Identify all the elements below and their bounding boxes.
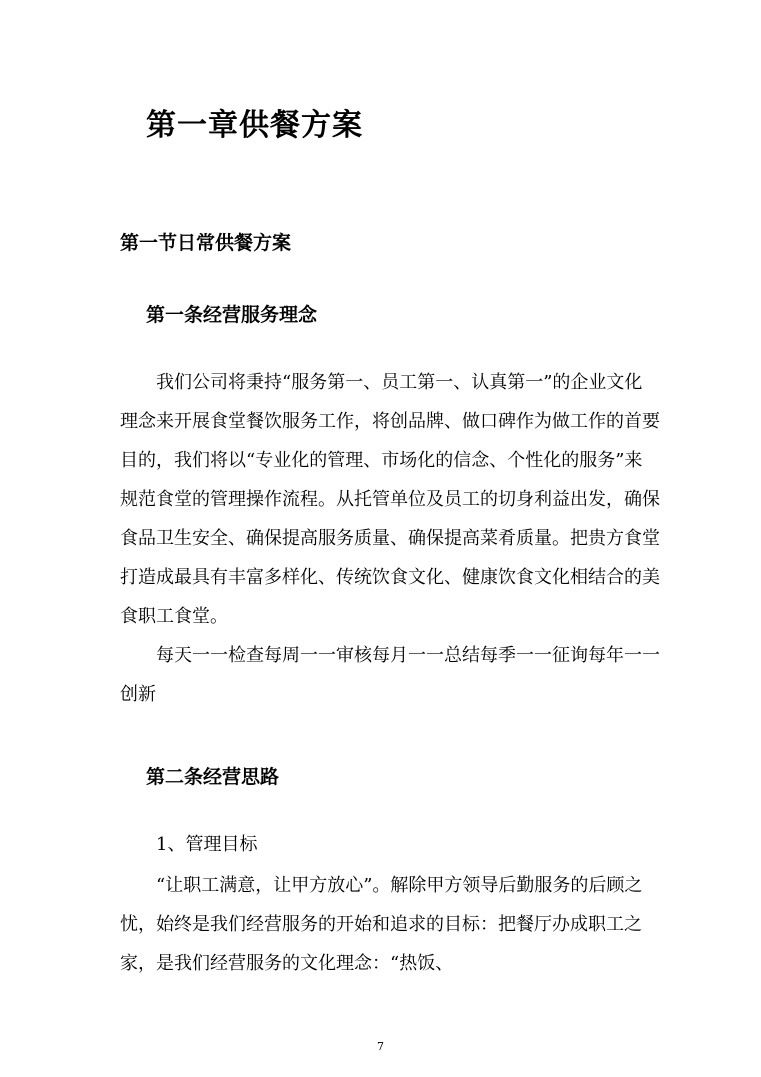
- article-1-paragraph-2: 每天一一检查每周一一审核每月一一总结每季一一征询每年一一创新: [120, 645, 660, 705]
- item-1-heading: 1、管理目标: [156, 834, 258, 855]
- article-1-body: [120, 363, 660, 714]
- page-number: 7: [377, 1040, 384, 1053]
- article-2-body: [120, 866, 660, 983]
- article-2-paragraph-1: “让职工满意，让甲方放心”。解除甲方领导后勤服务的后顾之忧，始终是我们经营服务的开始和追求的目标：把餐厅办成职工之家，是我们经营服务的文化理念：“热饭、: [120, 875, 643, 974]
- section-title: 第一节日常供餐方案: [120, 232, 292, 254]
- chapter-title: 第一章供餐方案: [146, 108, 363, 143]
- article-2-title: 第二条经营思路: [146, 766, 280, 788]
- article-1-title: 第一条经营服务理念: [146, 304, 318, 326]
- article-1-paragraph-1: 我们公司将秉持“服务第一、员工第一、认真第一”的企业文化理念来开展食堂餐饮服务工作，将创品牌、做口碑作为做工作的首要目的，我们将以“专业化的管理、市场化的信念、个性化的服务”来规范食堂的管理操作流程。从托管单位及员工的切身利益出发，确保食品卫生安全、确保提高服务质量、确保提高菜肴质量。把贵方食堂打造成最具有丰富多样化、传统饮食文化、健康饮食文化相结合的美食职工食堂。: [120, 372, 660, 627]
